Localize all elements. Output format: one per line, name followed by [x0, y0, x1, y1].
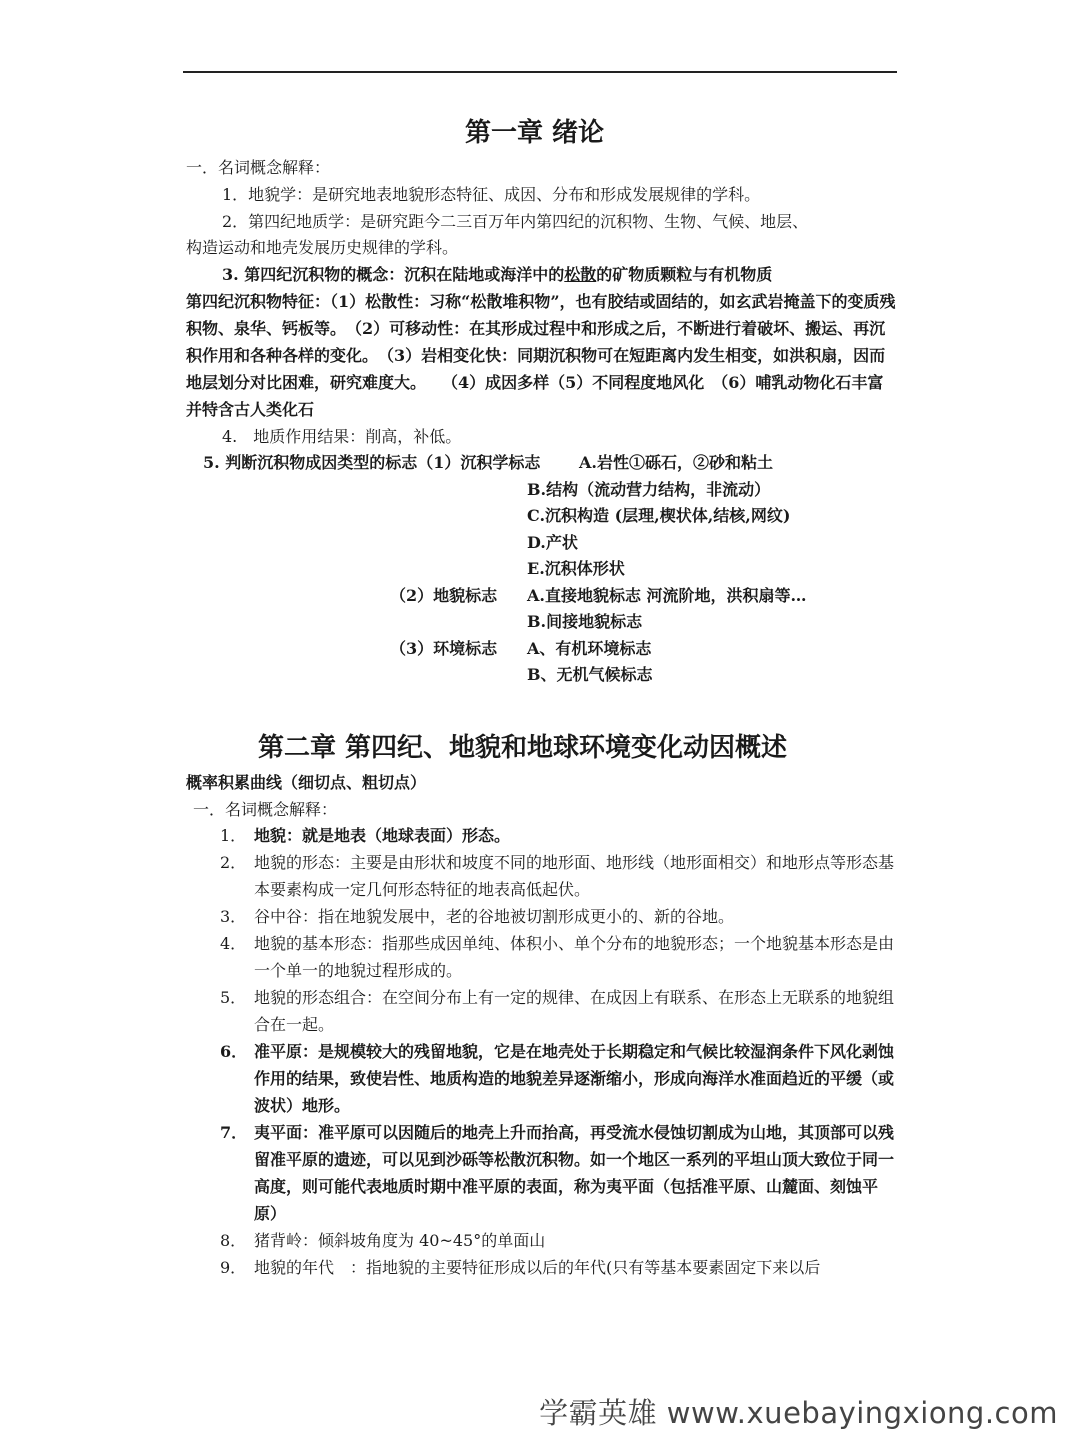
- list-item: 1． 地貌：就是地表（地球表面）形态。: [220, 826, 511, 845]
- chapter1-item-4: 4. 地质作用结果：削高，补低。: [222, 427, 462, 446]
- item5-lead: 5. 判断沉积物成因类型的标志（1）沉积学标志: [203, 453, 541, 472]
- item5-b: B.结构（流动营力结构，非流动）: [527, 480, 771, 499]
- chapter1-item-1: 1．地貌学：是研究地表地貌形态特征、成因、分布和形成发展规律的学科。: [222, 185, 761, 204]
- item3-prefix: 3. 第四纪沉积物的概念：沉积在陆地或海洋中的: [222, 265, 565, 284]
- chapter1-item-3: [222, 264, 772, 286]
- chapter1-item-2-line2: 构造运动和地壳发展历史规律的学科。: [186, 238, 459, 257]
- chapter2-subheading: 概率积累曲线（细切点、粗切点）: [186, 773, 427, 792]
- watermark-footer: 学霸英雄 www.xuebayingxiong.com: [539, 1396, 1058, 1430]
- item3-underlined: 松散: [564, 265, 597, 284]
- chapter1-title: 第一章 绪论: [465, 118, 605, 148]
- chapter2-term-list: [220, 822, 900, 1281]
- item5-env-b: B、无机气候标志: [527, 665, 653, 684]
- list-item: 7． 夷平面：准平原可以因随后的地壳上升而抬高，再受流水侵蚀切割成为山地，其顶部可以残留准平原的遗迹，可以见到沙砾等松散沉积物。如一个地区一系列的平坦山顶大致位于同一高度，则可能代表地质时期中准平原的表面，称为夷平面（包括准平原、山麓面、刻蚀平原）: [220, 1123, 895, 1223]
- list-item: 6． 准平原：是规模较大的残留地貌，它是在地壳处于长期稳定和气候比较湿润条件下风化剥蚀作用的结果，致使岩性、地质构造的地貌差异逐渐缩小，形成向海洋水准面趋近的平缓（或波状）地形。: [220, 1042, 895, 1115]
- item3-suffix: 的矿物质颗粒与有机物质: [596, 265, 773, 284]
- list-item: 4． 地貌的基本形态：指那些成因单纯、体积小、单个分布的地貌形态；一个地貌基本形态是由一个单一的地貌过程形成的。: [220, 934, 895, 980]
- chapter2-section-heading: 一．名词概念解释：: [193, 800, 338, 819]
- item5-geo-a: A.直接地貌标志 河流阶地，洪积扇等…: [527, 586, 807, 605]
- item5-geo-label: （2）地貌标志: [390, 586, 498, 605]
- list-item: 9． 地貌的年代 ：指地貌的主要特征形成以后的年代(只有等基本要素固定下来以后: [220, 1258, 821, 1277]
- item5-geo-b: B.间接地貌标志: [527, 612, 643, 631]
- header-rule: [183, 71, 897, 73]
- item5-c: C.沉积构造 (层理,楔状体,结核,网纹): [527, 506, 791, 525]
- item5-e: E.沉积体形状: [527, 559, 625, 578]
- item5-env-a: A、有机环境标志: [527, 639, 652, 658]
- list-item: 8． 猪背岭：倾斜坡角度为 40~45°的单面山: [220, 1231, 546, 1250]
- item5-d: D.产状: [527, 533, 578, 552]
- item5-a: A.岩性①砾石，②砂和粘土: [579, 453, 773, 472]
- chapter2-title: 第二章 第四纪、地貌和地球环境变化动因概述: [258, 733, 788, 763]
- item5-env-label: （3）环境标志: [390, 639, 498, 658]
- chapter1-item-2-line1: 2．第四纪地质学：是研究距今二三百万年内第四纪的沉积物、生物、气候、地层、: [222, 212, 809, 231]
- list-item: 5． 地貌的形态组合：在空间分布上有一定的规律、在成因上有联系、在形态上无联系的地貌组合在一起。: [220, 988, 895, 1034]
- list-item: 3． 谷中谷：指在地貌发展中，老的谷地被切割形成更小的、新的谷地。: [220, 907, 735, 926]
- chapter1-features-paragraph: 第四纪沉积物特征：（1）松散性：习称“松散堆积物”，也有胶结或固结的，如玄武岩掩盖下的变质残积物、泉华、钙板等。 （2）可移动性：在其形成过程中和形成之后，不断进行着破坏、搬运、再沉积作用和各种各样的变化。 （3）岩相变化快：同期沉积物可在短距离内发生相变，如洪积扇，因而地层划分对比困难，研究难度大。 （4）成因多样（5）不同程度地风化 （6）哺乳动物化石丰富并特含古人类化石: [186, 292, 896, 419]
- chapter1-section-heading: 一．名词概念解释：: [186, 158, 331, 177]
- list-item: 2． 地貌的形态：主要是由形状和坡度不同的地形面、地形线（地形面相交）和地形点等形态基本要素构成一定几何形态特征的地表高低起伏。: [220, 853, 895, 899]
